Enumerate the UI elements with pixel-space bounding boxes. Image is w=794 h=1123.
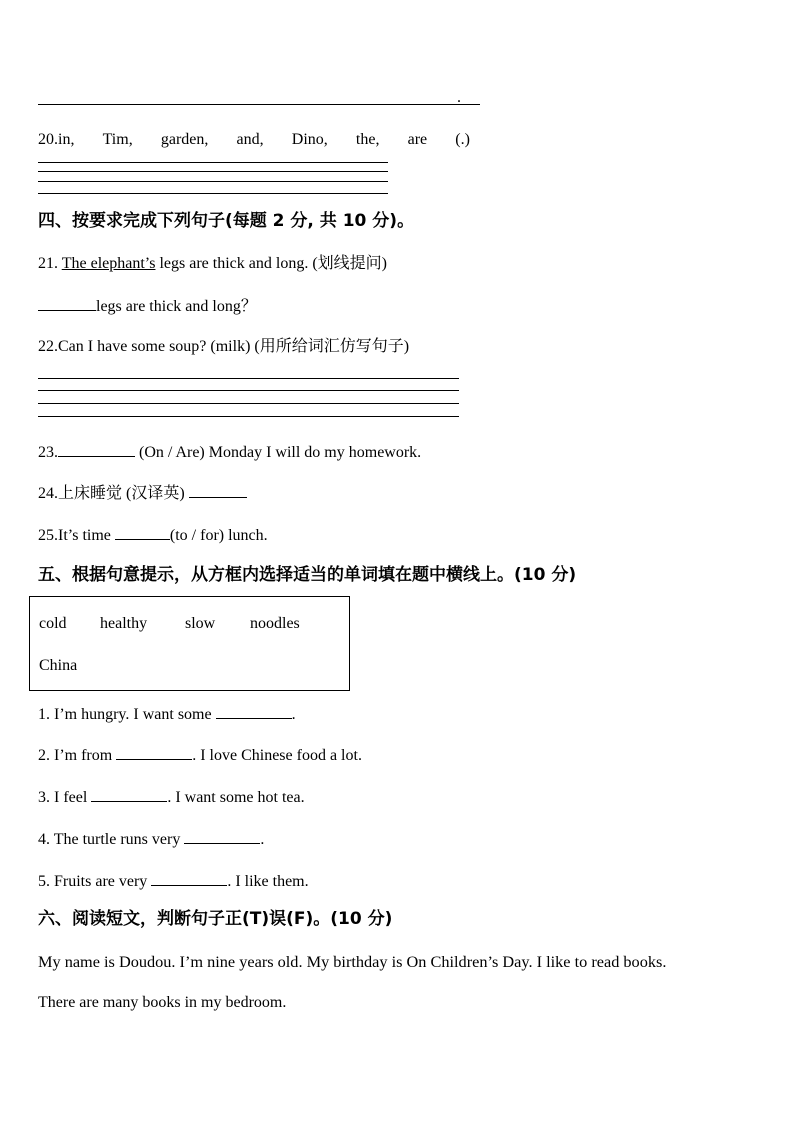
q20-answer-line-2[interactable] <box>38 171 388 172</box>
q21-answer: legs are thick and long？ <box>38 295 257 317</box>
q20-answer-line-4[interactable] <box>38 193 388 194</box>
q20-word: Tim, <box>102 131 133 148</box>
word-bank-word: healthy <box>100 615 148 632</box>
q20-word: garden, <box>160 131 209 148</box>
q20-num-word: 20.in, <box>38 131 75 148</box>
q20-answer-line-1[interactable] <box>38 162 388 163</box>
q20-prompt <box>38 130 470 150</box>
q19-answer-line[interactable] <box>38 104 480 105</box>
q25-prompt: 25.It’s time (to / for) lunch. <box>38 524 268 546</box>
q20-word: (.) <box>455 131 470 148</box>
word-bank-word: China <box>39 657 78 674</box>
q23-prompt: 23. (On / Are) Monday I will do my homework. <box>38 441 421 463</box>
q22-prompt: 22.Can I have some soup? (milk) (用所给词汇仿写句子) <box>38 338 410 355</box>
s5-item-1-blank[interactable] <box>216 703 292 719</box>
q22-answer-line-2[interactable] <box>38 390 459 391</box>
s5-item-4: 4. The turtle runs very . <box>38 828 264 850</box>
word-bank-box <box>29 596 350 691</box>
q20-word: Dino, <box>291 131 328 148</box>
s5-item-5-blank[interactable] <box>151 870 227 886</box>
s5-item-4-blank[interactable] <box>184 828 260 844</box>
q23-blank[interactable] <box>58 441 135 457</box>
s5-item-2: 2. I’m from . I love Chinese food a lot. <box>38 744 362 766</box>
s5-item-3: 3. I feel . I want some hot tea. <box>38 786 305 808</box>
reading-paragraph-line-2: There are many books in my bedroom. <box>38 994 287 1011</box>
section5-heading: 五、根据句意提示，从方框内选择适当的单词填在题中横线上。(10 分) <box>38 565 577 585</box>
word-bank-word: noodles <box>250 615 300 632</box>
s5-item-5: 5. Fruits are very . I like them. <box>38 870 309 892</box>
q22-answer-line-1[interactable] <box>38 378 459 379</box>
q22-answer-line-4[interactable] <box>38 416 459 417</box>
word-bank-word: slow <box>185 615 216 632</box>
q19-period: . <box>457 89 461 106</box>
s5-item-2-blank[interactable] <box>116 744 192 760</box>
q21-prompt: 21. The elephant’s legs are thick and long. (划线提问) <box>38 255 387 272</box>
s5-item-3-blank[interactable] <box>91 786 167 802</box>
word-bank-word: cold <box>39 615 67 632</box>
s5-item-1: 1. I’m hungry. I want some . <box>38 703 296 725</box>
q20-answer-line-3[interactable] <box>38 181 388 182</box>
q24-blank[interactable] <box>189 482 247 498</box>
q21-blank[interactable] <box>38 295 96 311</box>
q20-word: the, <box>355 131 380 148</box>
q25-blank[interactable] <box>115 524 170 540</box>
q24-prompt: 24.上床睡觉 (汉译英) <box>38 482 247 504</box>
q22-answer-line-3[interactable] <box>38 403 459 404</box>
q21-underlined-phrase: The elephant’s <box>61 255 156 272</box>
q20-word: and, <box>236 131 264 148</box>
reading-paragraph-line-1: My name is Doudou. I’m nine years old. My birthday is On Children’s Day. I like to read books. <box>38 952 667 971</box>
section6-heading: 六、阅读短文，判断句子正(T)误(F)。(10 分) <box>38 909 393 929</box>
q20-word: are <box>407 131 428 148</box>
section4-heading: 四、按要求完成下列句子(每题 2 分, 共 10 分)。 <box>38 211 415 231</box>
